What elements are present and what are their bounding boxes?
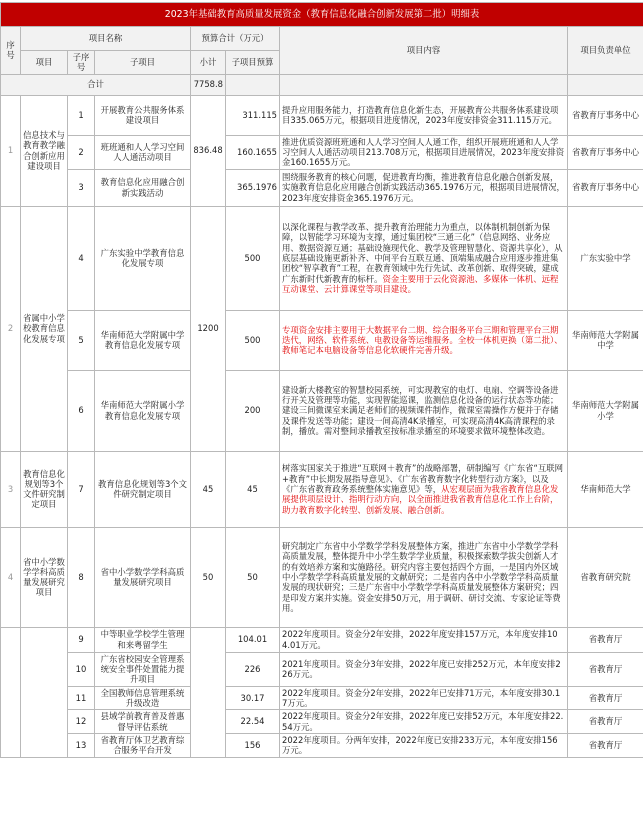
content-text: 研究制定广东省中小学数学学科发展整体方案，推进广东省中小学数学学科高质量发展，整体提升中小学生数学学业质量，积极探索数学拔尖创新人才的有效培养方案和实施路径。研究内容主要包括四个方面，一是国内外区域中小学数学学科高质量发展的文献研究；二是省内各中小学数学学科高质量发展的现状研究；三是广东省中小学数学学科高质量发展整体方案研究；四是印发方案并实施。资金安排50万元，用于调研、研讨交流、专家论证等费用。: [282, 541, 561, 613]
sub-project: 华南师范大学附属小学教育信息化发展专项: [95, 370, 191, 451]
group-subtotal: 45: [191, 451, 226, 527]
owner-cell: 华南师范大学附属中学: [568, 310, 643, 370]
total-row: [1, 74, 643, 95]
table-row: [1, 686, 643, 710]
sub-budget: 50: [226, 527, 280, 627]
content-highlight: 专项资金安排主要用于大数据平台二期、综合服务平台三期和管理平台三期迭代，网络、软件系统、电教设备等运维服务。全校一体机更换（第二批）、教师笔记本电脑设备等信息化软硬件完善升级。: [282, 324, 563, 356]
content-text: 树落实国家关于推进“互联网＋教育”的战略部署，研制编写《广东省“互联网+教育”中长期发展指导意见》、《广东省教育数字化转型行动方案》，以及《广东省教育政务系统整体实施意见》等，: [282, 463, 564, 494]
content-cell: [280, 451, 568, 527]
owner-cell: 华南师范大学附属小学: [568, 370, 643, 451]
sub-project: 广东实验中学教育信息化发展专项: [95, 206, 191, 310]
sub-seq: 12: [68, 710, 95, 734]
header-subtotal: 小计: [191, 51, 226, 75]
header-row-1: [1, 27, 643, 51]
owner-cell: 省教育厅事务中心: [568, 135, 643, 169]
sub-seq: 1: [68, 95, 95, 135]
content-cell: [280, 370, 568, 451]
table-row: [1, 135, 643, 169]
sub-seq: 5: [68, 310, 95, 370]
header-project: 项目: [21, 51, 68, 75]
content-highlight: 从宏观层面为我省教育信息化发展提供项层设计、指明行动方向，以全面推进我省教育信息化工作上台阶，助力教育数字化转型、创新发展、融合创新。: [282, 483, 559, 515]
content-cell: [280, 206, 568, 310]
content-cell: 提升应用服务能力，打造教育信息化新生态，开展教育公共服务体系建设项目335.065万元，根据项目进度情况，2023年度安排资金311.115万元。: [280, 95, 568, 135]
budget-detail-table: [0, 2, 643, 758]
sub-seq: 3: [68, 169, 95, 206]
table-row: [1, 710, 643, 734]
group-seq: 1: [1, 95, 21, 206]
sub-budget: 226: [226, 652, 280, 686]
table-row: [1, 527, 643, 627]
sub-budget: 45: [226, 451, 280, 527]
sub-seq: 2: [68, 135, 95, 169]
content-cell: [280, 527, 568, 627]
owner-cell: 省教育厅: [568, 733, 643, 757]
sub-seq: 11: [68, 686, 95, 710]
sub-budget: 104.01: [226, 627, 280, 652]
sub-budget: 160.1655: [226, 135, 280, 169]
content-cell: 2022年度项目。资金分2年安排，2022年已安排71万元，本年度安排30.17万元。: [280, 686, 568, 710]
table-row: [1, 370, 643, 451]
header-owner: 项目负责单位: [568, 27, 643, 75]
header-content: 项目内容: [280, 27, 568, 75]
table-row: [1, 733, 643, 757]
content-cell: 2022年度项目。资金分2年安排，2022年度已安排52万元，本年度安排22.54万元。: [280, 710, 568, 734]
sub-seq: 13: [68, 733, 95, 757]
header-sub-project: 子项目: [95, 51, 191, 75]
sub-seq: 9: [68, 627, 95, 652]
sub-budget: 200: [226, 370, 280, 451]
sub-project: 教育信息化规划等3个文件研究制定项目: [95, 451, 191, 527]
sub-project: 县域学前教育普及普惠督导评估系统: [95, 710, 191, 734]
sub-budget: 30.17: [226, 686, 280, 710]
owner-cell: 省教育厅: [568, 686, 643, 710]
header-project-name: 项目名称: [21, 27, 191, 51]
content-highlight: 资金主要用于云化资源池、多媒体一体机、远程互动课堂、云计算课堂等项目建设。: [282, 273, 559, 294]
sub-project: 教育信息化应用融合创新实践活动: [95, 169, 191, 206]
sub-seq: 7: [68, 451, 95, 527]
content-cell: 2022年度项目。分两年安排，2022年度已安排233万元，本年度安排156万元。: [280, 733, 568, 757]
content-cell: [280, 310, 568, 370]
owner-cell: 省教育厅事务中心: [568, 169, 643, 206]
content-text: 以深化课程与教学改革、提升教育治理能力为重点，以体制机制创新为保障，以智能学习环境为支撑，通过集团校“三通三化”（信息网络、业务应用、数据资源互通；基础设施现代化、教学及管理智慧化、资源共享化），从底层基础设施更新补齐、中间平台互联互通、顶端集成融合应用逐步推进集团校“智享教育”工程，在教育领域中先行先试、改革创新、取得突破，建成广东新时代新教育的标杆。: [282, 222, 563, 284]
sub-project: 班班通和人人学习空间人人通活动项目: [95, 135, 191, 169]
owner-cell: 省教育厅: [568, 627, 643, 652]
owner-cell: 广东实验中学: [568, 206, 643, 310]
group-seq: 4: [1, 527, 21, 627]
sub-seq: 8: [68, 527, 95, 627]
header-budget-total: 预算合计（万元）: [191, 27, 280, 51]
owner-cell: 省教育厅: [568, 710, 643, 734]
total-label: 合计: [1, 74, 191, 95]
total-value: 7758.8: [191, 74, 226, 95]
table-title: 2023年基础教育高质量发展资金（教育信息化融合创新发展第二批）明细表: [1, 3, 643, 27]
group-seq: 2: [1, 206, 21, 451]
sub-project: 广东省校园安全管理系统安全事件处置能力提升项目: [95, 652, 191, 686]
owner-cell: 华南师范大学: [568, 451, 643, 527]
owner-cell: 省教育厅: [568, 652, 643, 686]
sub-budget: 500: [226, 310, 280, 370]
sub-project: 中等职业学校学生管理和来粤留学生: [95, 627, 191, 652]
table-row: [1, 169, 643, 206]
header-seq: 序号: [1, 27, 21, 75]
group-seq: [1, 627, 21, 757]
sub-budget: 365.1976: [226, 169, 280, 206]
group-name: [21, 627, 68, 757]
table-row: [1, 206, 643, 310]
sub-project: 省教育厅体卫艺教育综合服务平台开发: [95, 733, 191, 757]
table-row: [1, 310, 643, 370]
content-cell: 围绕服务教育的核心问题，促进教育均衡，推进教育信息化融合创新发展，实施教育信息化应用融合创新实践活动365.1976万元，根据项目进展情况，2023年度安排资金365.1976万元。: [280, 169, 568, 206]
title-row: [1, 3, 643, 27]
owner-cell: 省教育研究院: [568, 527, 643, 627]
sub-budget: 500: [226, 206, 280, 310]
group-name: 省属中小学校教育信息化发展专项: [21, 206, 68, 451]
content-cell: 2021年度项目。资金分3年安排，2022年度已安排252万元，本年度安排226万元。: [280, 652, 568, 686]
table-row: [1, 627, 643, 652]
sub-seq: 10: [68, 652, 95, 686]
group-seq: 3: [1, 451, 21, 527]
group-subtotal: 836.48: [191, 95, 226, 206]
sub-seq: 4: [68, 206, 95, 310]
group-subtotal: 50: [191, 527, 226, 627]
sub-budget: 22.54: [226, 710, 280, 734]
group-name: 省中小学数学学科高质量发展研究项目: [21, 527, 68, 627]
sub-project: 开展教育公共服务体系建设项目: [95, 95, 191, 135]
header-sub-seq: 子序号: [68, 51, 95, 75]
header-sub-budget: 子项目预算: [226, 51, 280, 75]
table-row: [1, 95, 643, 135]
sub-seq: 6: [68, 370, 95, 451]
content-cell: 推进优质资源班班通和人人学习空间人人通工作，组织开展班班通和人人学习空间人人通活动项目213.708万元，根据项目进展情况，2023年度安排资金160.1655万元。: [280, 135, 568, 169]
group-subtotal: 1200: [191, 206, 226, 451]
owner-cell: 省教育厅事务中心: [568, 95, 643, 135]
sub-project: 全国教师信息管理系统升级改造: [95, 686, 191, 710]
table-row: [1, 652, 643, 686]
sub-project: 华南师范大学附属中学教育信息化发展专项: [95, 310, 191, 370]
group-name: 教育信息化规划等3个文件研究制定项目: [21, 451, 68, 527]
sub-project: 省中小学数学学科高质量发展研究项目: [95, 527, 191, 627]
content-cell: 2022年度项目。资金分2年安排，2022年度安排157万元，本年度安排104.01万元。: [280, 627, 568, 652]
table-row: [1, 451, 643, 527]
sub-budget: 156: [226, 733, 280, 757]
group-subtotal: [191, 627, 226, 757]
group-name: 信息技术与教育教学融合创新应用建设项目: [21, 95, 68, 206]
content-text: 建设新大楼教室的智慧校园系统，可实现教室的电灯、电扇、空调等设备进行开关及管理等功能，实现智能巡课，监测信息化设备的运行状态等功能；建设三间微课室来满足老师们的视频课件制作，微课室需操作方便并于存储及课件发送等功能；建设一间高清4K录播室，可实现高清4K高清课程的录制，播放。需对整间录播教室按标准录播室的环境要求做环境整体改造。: [282, 384, 559, 437]
sub-budget: 311.115: [226, 95, 280, 135]
